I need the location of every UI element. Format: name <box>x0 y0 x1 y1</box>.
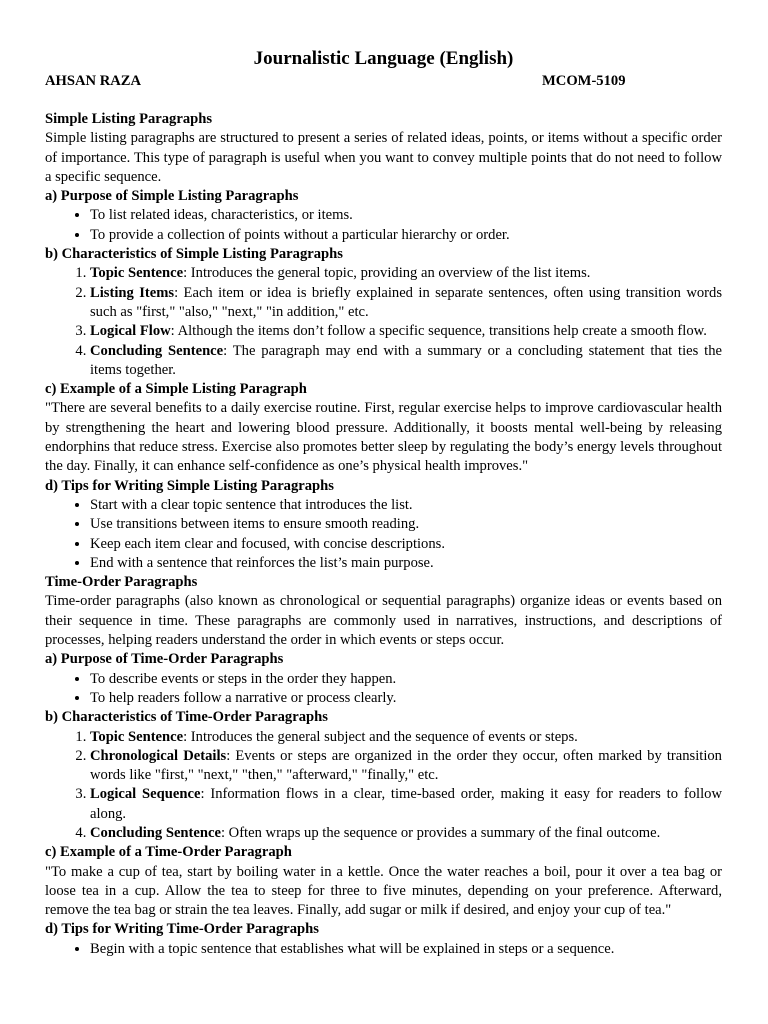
term: Concluding Sentence <box>90 342 224 359</box>
list-item: • Begin with a topic sentence that establishes what will be explained in steps or a sequence. <box>90 940 722 959</box>
list-item <box>90 824 722 843</box>
purpose-list <box>45 670 722 709</box>
subsection-heading-characteristics: b) Characteristics of Time-Order Paragraphs <box>45 709 328 726</box>
term: Logical Flow <box>90 323 171 340</box>
subsection-heading-purpose: a) Purpose of Simple Listing Paragraphs <box>45 188 299 205</box>
term: Listing Items <box>90 284 175 301</box>
list-item: • Keep each item clear and focused, with concise descriptions. <box>90 535 722 554</box>
list-item <box>90 322 722 341</box>
term-description: : Often wraps up the sequence or provides a summary of the final outcome. <box>220 824 661 841</box>
list-item: • To help readers follow a narrative or process clearly. <box>90 689 722 708</box>
term: Concluding Sentence <box>90 824 221 841</box>
term-description: : Introduces the general subject and the sequence of events or steps. <box>183 728 578 745</box>
section-heading: Simple Listing Paragraphs <box>45 111 213 127</box>
list-item <box>90 728 722 747</box>
list-item: • End with a sentence that reinforces the list’s main purpose. <box>90 554 722 573</box>
subsection-heading-tips: d) Tips for Writing Time-Order Paragraphs <box>45 921 319 938</box>
subsection-heading-tips: d) Tips for Writing Simple Listing Paragraphs <box>45 477 334 494</box>
list-item: • To provide a collection of points without a particular hierarchy or order. <box>90 226 722 245</box>
list-item: • Use transitions between items to ensure smooth reading. <box>90 515 722 534</box>
course-code: MCOM-5109 <box>542 73 626 89</box>
example-paragraph: "There are several benefits to a daily exercise routine. First, regular exercise helps to improve cardiovascular health by strengthening the heart and lowering blood pressure. Additionally, it boosts mental well-being by releasing endorphins that reduce stress. Exercise also promotes better sleep by regulating the body’s energy levels throughout the day. Finally, it can enhance self-confidence as one’s physical health improves." <box>45 400 722 475</box>
purpose-list <box>45 206 722 245</box>
author-row <box>45 72 722 92</box>
section-intro: Simple listing paragraphs are structured to present a series of related ideas, points, or items without a specific order of importance. This type of paragraph is useful when you want to convey multiple points that do not need to follow a specific sequence. <box>45 130 722 185</box>
tips-list <box>45 496 722 573</box>
list-item: • To describe events or steps in the order they happen. <box>90 670 722 689</box>
section-intro: Time-order paragraphs (also known as chronological or sequential paragraphs) organize ideas or events based on their sequence in time. These paragraphs are commonly used in narratives, instructions, and descriptions of processes, helping readers understand the order in which events or steps occur. <box>45 593 722 649</box>
list-item <box>90 747 722 786</box>
list-item <box>90 284 722 323</box>
list-item <box>90 785 722 824</box>
term: Topic Sentence <box>90 728 184 745</box>
document-title: Journalistic Language (English) <box>253 48 514 69</box>
term-description: : Each item or idea is briefly explained in separate sentences, often using transition words such as "first," "also," "next," "in addition," etc. <box>90 284 723 320</box>
term-description: : The paragraph may end with a summary or a concluding statement that ties the items together. <box>90 342 722 378</box>
term: Topic Sentence <box>90 265 184 282</box>
term-description: : Information flows in a clear, time-based order, making it easy for readers to follow along. <box>90 786 722 822</box>
example-paragraph: "To make a cup of tea, start by boiling water in a kettle. Once the water reaches a boil, pour it over a tea bag or loose tea in a cup. Allow the tea to steep for three to five minutes, depending on your preference. Afterward, remove the tea bag or strain the tea leaves. Finally, add sugar or milk if desired, and enjoy your cup of tea." <box>45 863 722 919</box>
term-description: : Introduces the general topic, providing an overview of the list items. <box>183 265 591 282</box>
subsection-heading-purpose: a) Purpose of Time-Order Paragraphs <box>45 651 284 668</box>
section-heading: Time-Order Paragraphs <box>45 574 198 591</box>
list-item <box>90 342 722 381</box>
section-simple-listing <box>45 110 722 573</box>
characteristics-list <box>45 728 722 844</box>
term: Chronological Details <box>90 747 227 764</box>
term: Logical Sequence <box>90 786 201 803</box>
list-item: • To list related ideas, characteristics, or items. <box>90 206 722 225</box>
subsection-heading-characteristics: b) Characteristics of Simple Listing Paragraphs <box>45 246 343 263</box>
term-description: : Events or steps are organized in the order they occur, often marked by transition words like "first," "next," "then," "afterward," "finally," etc. <box>90 747 722 784</box>
list-item: • Start with a clear topic sentence that introduces the list. <box>90 496 722 515</box>
term-description: : Although the items don’t follow a specific sequence, transitions help create a smooth flow. <box>170 323 707 340</box>
characteristics-list <box>45 264 722 380</box>
document-content <box>45 47 722 959</box>
list-item <box>90 264 722 283</box>
tips-list <box>45 940 722 959</box>
subsection-heading-example: c) Example of a Time-Order Paragraph <box>45 844 292 861</box>
section-time-order <box>45 573 722 959</box>
subsection-heading-example: c) Example of a Simple Listing Paragraph <box>45 381 307 398</box>
spacer <box>45 92 722 110</box>
author-name: AHSAN RAZA <box>45 73 142 89</box>
